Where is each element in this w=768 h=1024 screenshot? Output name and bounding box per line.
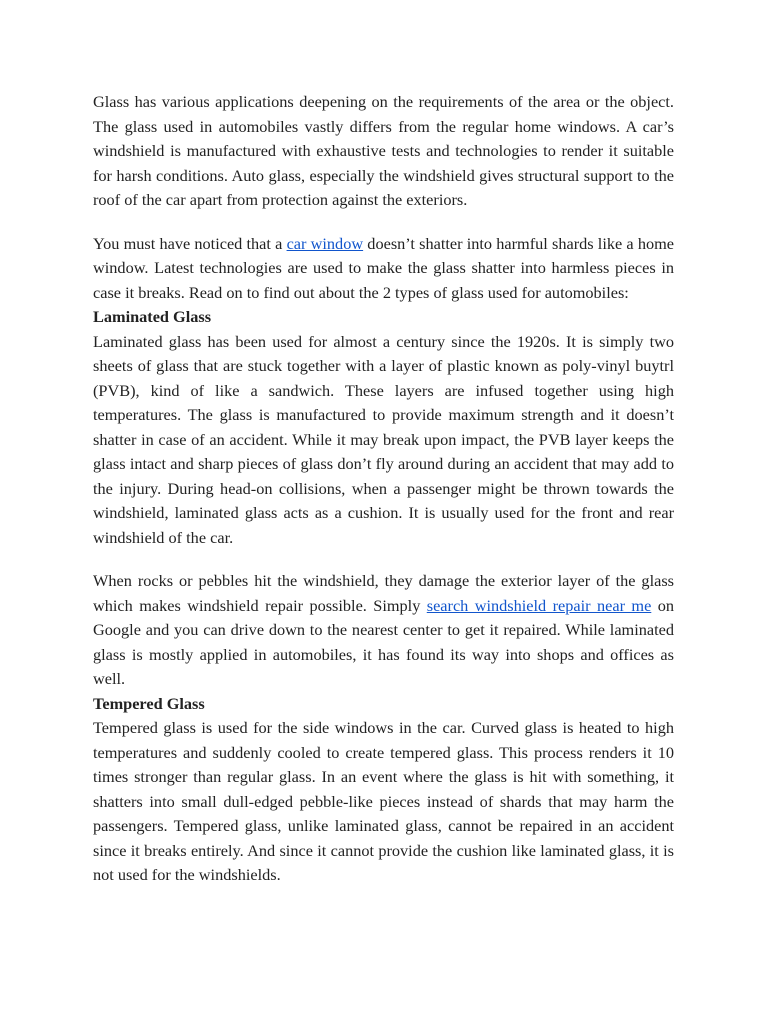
windshield-repair-paragraph-before: When rocks or pebbles hit the windshield, they damage the exterior layer of the glass which makes windshield repair possible. Simply bbox=[93, 571, 674, 615]
document-page bbox=[93, 90, 674, 888]
windshield-repair-paragraph-after: on Google and you can drive down to the nearest center to get it repaired. While laminated glass is mostly applied in automobiles, it has found its way into shops and offices as well. bbox=[93, 595, 674, 688]
intro-paragraph: Glass has various applications deepening on the requirements of the area or the object. The glass used in automobiles vastly differs from the regular home windows. A car’s windshield is manufactured with exhaustive tests and technologies to render it suitable for harsh conditions. Auto glass, especially the windshield gives structural support to the roof of the car apart from protection against the exteriors. bbox=[93, 92, 674, 209]
laminated-glass-heading: Laminated Glass bbox=[93, 307, 212, 326]
windshield-repair-paragraph bbox=[93, 569, 674, 692]
tempered-glass-heading: Tempered Glass bbox=[93, 693, 205, 713]
car-window-paragraph-before: You must have noticed that a bbox=[93, 233, 287, 253]
car-window-link[interactable]: car window bbox=[286, 233, 364, 253]
laminated-glass-paragraph: Laminated glass has been used for almost a century since the 1920s. It is simply two sheets of glass that are stuck together with a layer of plastic known as poly-vinyl buytrl (PVB), kind of like a sandwich. These layers are infused together using high temperatures. The glass is manufactured to provide maximum strength and it doesn’t shatter in case of an accident. While it may break upon impact, the PVB layer keeps the glass intact and sharp pieces of glass don’t fly around during an accident that may add to the injury. During head-on collisions, when a passenger might be thrown towards the windshield, laminated glass acts as a cushion. It is usually used for the front and rear windshield of the car. bbox=[93, 331, 674, 547]
windshield-repair-link[interactable]: search windshield repair near me bbox=[426, 595, 652, 615]
car-window-paragraph bbox=[93, 232, 674, 306]
tempered-glass-paragraph: Tempered glass is used for the side windows in the car. Curved glass is heated to high temperatures and suddenly cooled to create tempered glass. This process renders it 10 times stronger than regular glass. In an event where the glass is hit with something, it shatters into small dull-edged pebble-like pieces instead of shards that may harm the passengers. Tempered glass, unlike laminated glass, cannot be repaired in an accident since it breaks entirely. And since it cannot provide the cushion like laminated glass, it is not used for the windshields. bbox=[93, 718, 674, 884]
car-window-paragraph-after: doesn’t shatter into harmful shards like a home window. Latest technologies are used to make the glass shatter into harmless pieces in case it breaks. Read on to find out about the 2 types of glass used for automobiles: bbox=[93, 233, 675, 302]
